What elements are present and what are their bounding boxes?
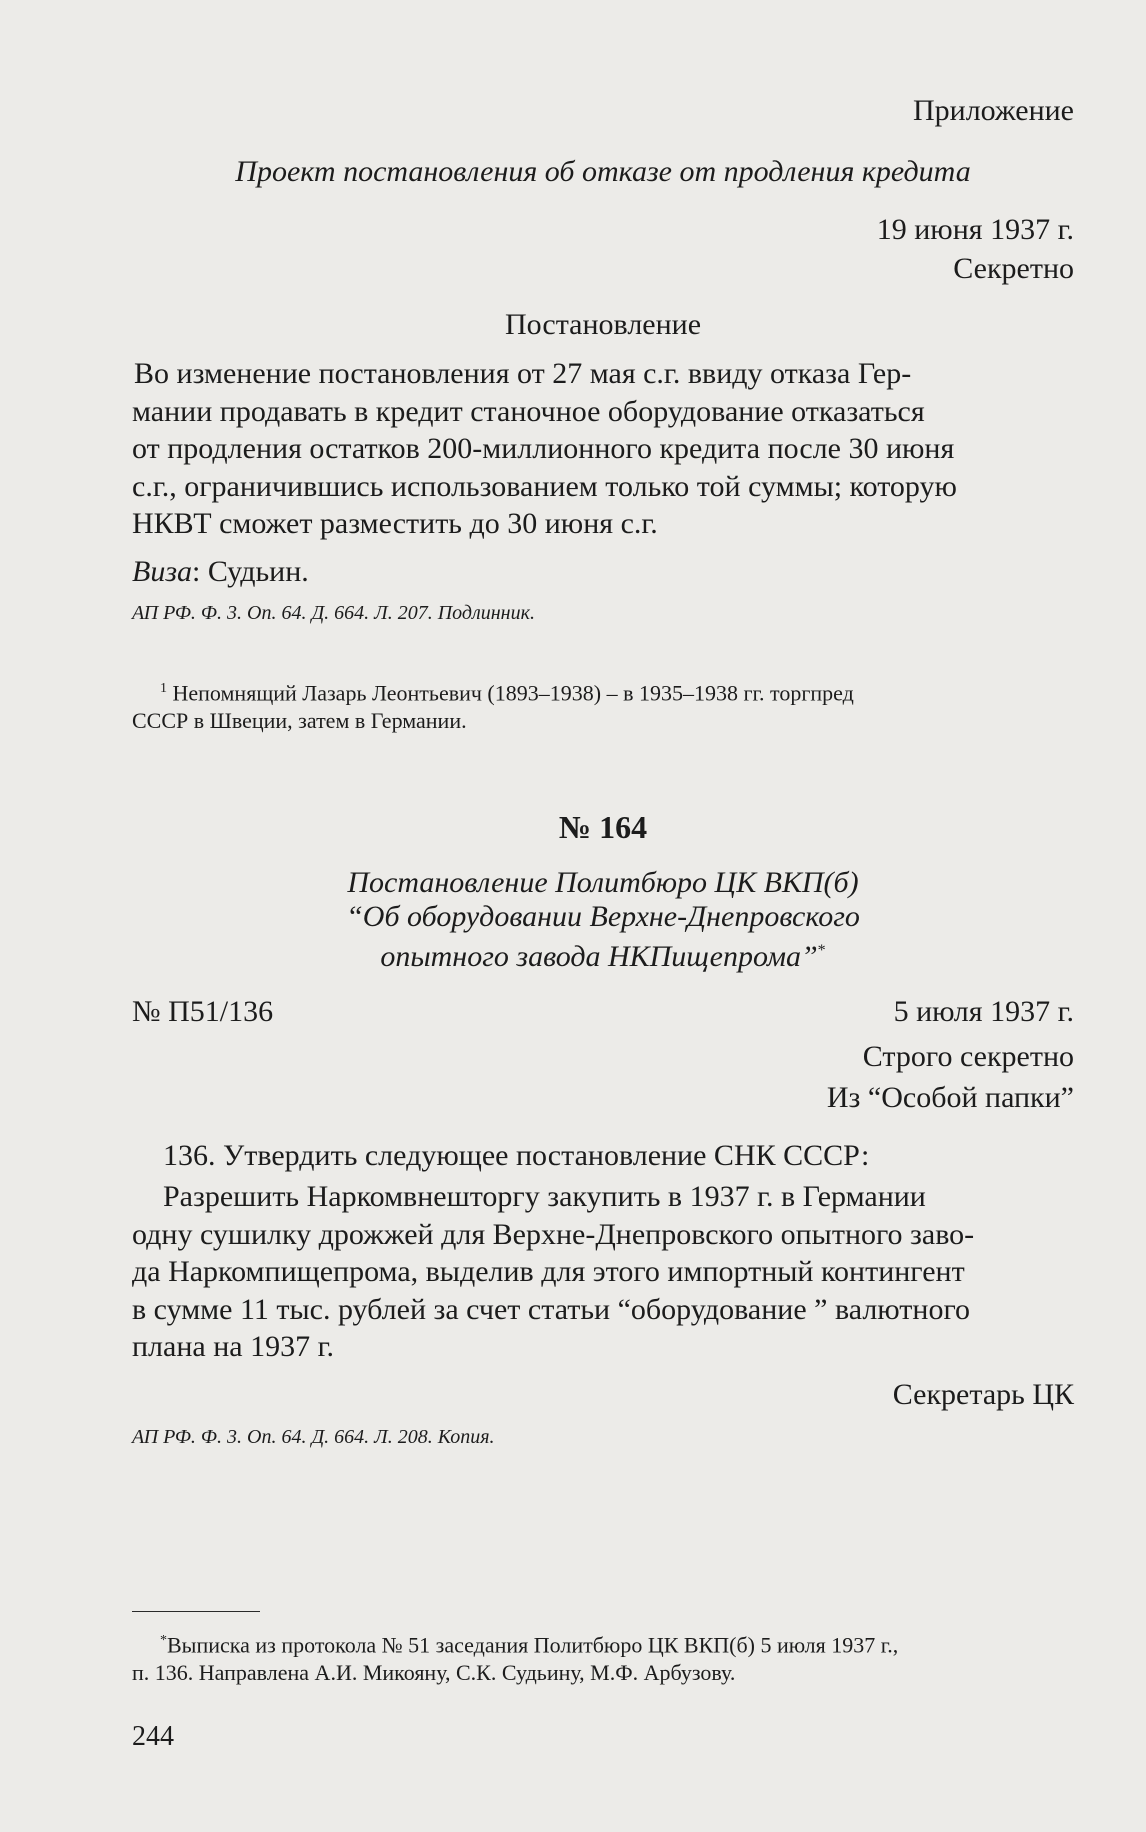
draft-secrecy: Секретно [953,252,1074,285]
document-title-text: опытного завода НКПищепрома” [380,940,818,973]
footnote [160,673,854,709]
visa-name: : Судьин. [192,555,309,588]
document-title [132,934,1074,974]
body-line: одну сушилку дрожжей для Верхне-Днепровского опытного заво- [132,1217,975,1251]
resolution-body [132,355,1074,543]
body-line: Во изменение постановления от 27 мая с.г. ввиду отказа Гер- [134,357,912,390]
resolution-item: 136. Утвердить следующее постановление СНК СССР: [163,1139,870,1172]
draft-date: 19 июня 1937 г. [876,213,1074,246]
document-title: “Об оборудовании Верхне-Днепровского [346,900,860,933]
page-number: 244 [132,1721,174,1752]
footnote-text: СССР в Швеции, затем в Германии. [132,708,467,733]
footnote-marker: 1 [160,681,167,696]
footnote-text: п. 136. Направлена А.И. Микояну, С.К. Судьину, М.Ф. Арбузову. [132,1660,736,1685]
archive-source: АП РФ. Ф. 3. Оп. 64. Д. 664. Л. 208. Копия. [132,1426,495,1448]
resolution-body [132,1178,1074,1366]
footnote-text: Выписка из протокола № 51 заседания Политбюро ЦК ВКП(б) 5 июля 1937 г., [167,1632,899,1658]
draft-title: Проект постановления об отказе от продления кредита [235,155,971,188]
document-number: № 164 [558,809,648,845]
footnote [160,1625,898,1661]
footnote-marker: * [817,942,826,959]
document-date: 5 июля 1937 г. [893,995,1074,1028]
footnote-marker: * [160,1633,167,1648]
secrecy-label: Строго секретно [862,1040,1074,1073]
visa-label: Виза [132,555,193,588]
body-line: от продления остатков 200-миллионного кредита после 30 июня [132,432,955,465]
special-folder-label: Из “Особой папки” [826,1081,1074,1114]
body-line: да Наркомпищепрома, выделив для этого импортный контингент [132,1255,965,1288]
body-line: Разрешить Наркомвнешторгу закупить в 1937 г. в Германии [163,1180,926,1213]
registration-number: № П51/136 [132,995,274,1028]
appendix-label: Приложение [912,94,1074,127]
visa-line [132,555,309,589]
body-line: НКВТ сможет разместить до 30 июня с.г. [132,507,658,540]
resolution-heading: Постановление [504,308,702,341]
signature: Секретарь ЦК [892,1378,1074,1411]
body-line: с.г., ограничившись использованием только той суммы; которую [132,469,957,503]
body-line: в сумме 11 тыс. рублей за счет статьи “оборудование ” валютного [132,1292,971,1326]
footnote-text: Непомнящий Лазарь Леонтьевич (1893–1938) – в 1935–1938 гг. торгпред [167,680,854,706]
footnote-divider [132,1611,260,1612]
archive-source: АП РФ. Ф. 3. Оп. 64. Д. 664. Л. 207. Подлинник. [132,602,535,624]
body-line: плана на 1937 г. [132,1330,335,1363]
document-title: Постановление Политбюро ЦК ВКП(б) [347,866,859,899]
body-line: мании продавать в кредит станочное оборудование отказаться [132,394,925,428]
